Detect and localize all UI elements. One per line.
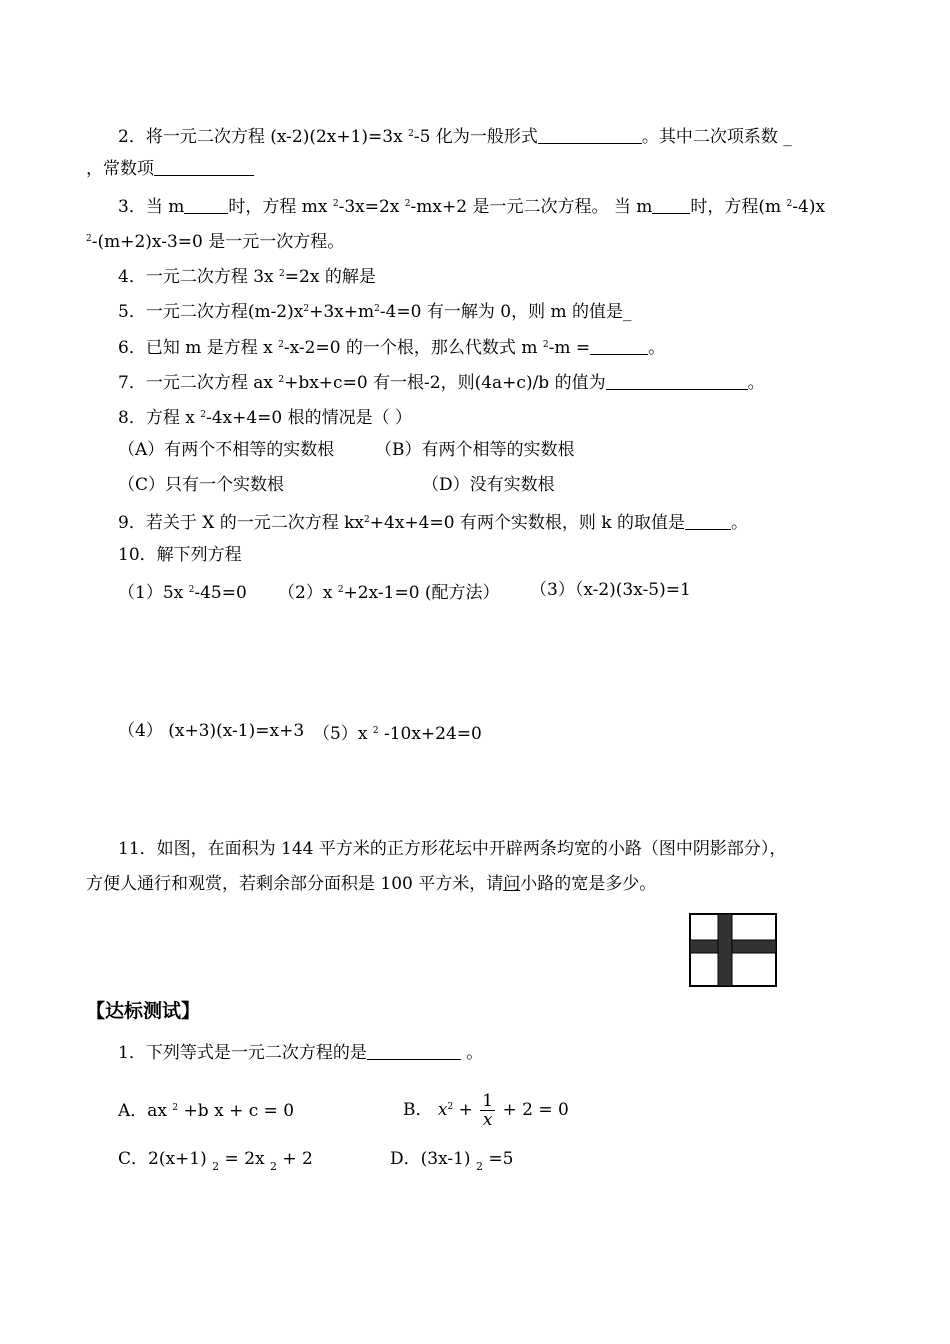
answer-blank[interactable] (538, 127, 642, 144)
flower-bed-figure (689, 913, 777, 987)
answer-blank[interactable] (606, 373, 748, 390)
question-9: 9．若关于 X 的一元二次方程 $kx^2+4x+4=0$ 有两个实数根，则 k 的取值是 。 (118, 513, 749, 533)
question-2-line-1: 2．将一元二次方程 (x-2)(2x+1)=3x $^2$-5 化为一般形式 。其中二次项系数 _ (118, 127, 792, 147)
test-option-a[interactable]: A．ax $^2$ +b x + c = 0 (118, 1101, 295, 1121)
question-10-title: 10．解下列方程 (118, 545, 242, 565)
question-11-line-2: 方便人通行和观赏，若剩余部分面积是 100 平方米，请问小路的宽是多少。 (86, 874, 657, 894)
vertical-path (718, 914, 732, 986)
question-5: 5．一元二次方程$(m-2)x^2+3x+m^2-4=0$ 有一解为 0，则 m 的值是_ (118, 302, 632, 322)
option-8b[interactable]: （B）有两个相等的实数根 (375, 440, 575, 460)
question-6: 6．已知 m 是方程 x $^2$-x-2=0 的一个根，那么代数式 m $^2$-m = 。 (118, 338, 666, 358)
equation-2: （2）x $^2$+2x-1=0 (配方法） (278, 583, 500, 603)
question-11-line-1: 11．如图，在面积为 144 平方米的正方形花坛中开辟两条均宽的小路（图中阴影部分）， (118, 839, 787, 859)
answer-blank[interactable] (652, 197, 690, 214)
horizontal-path (690, 940, 776, 953)
option-8c[interactable]: （C）只有一个实数根 (118, 475, 285, 495)
question-3-line-2: $^2$-(m+2)x-3=0 是一元一次方程。 (86, 232, 345, 252)
equation-5: （5）x $^2$ -10x+24=0 (313, 724, 482, 744)
question-2-line-2: ，常数项 (86, 158, 254, 180)
test-option-d[interactable]: D．(3x-1) $_2$ =5 (390, 1149, 514, 1173)
question-4: 4．一元二次方程 3x $^2$=2x 的解是 (118, 267, 376, 287)
question-8: 8．方程 x $^2$-4x+4=0 根的情况是（ ） (118, 408, 413, 428)
question-3-line-1: 3．当 m 时，方程 mx $^2$-3x=2x $^2$-mx+2 是一元二次方程。 当 m 时，方程(m $^2$-4)x (118, 197, 826, 217)
answer-blank[interactable] (154, 159, 254, 176)
test-option-b[interactable]: B． $x^2$ + $\frac{1}{x}$ + 2 = 0 (403, 1091, 569, 1130)
equation-1: （1）5x $^2$-45=0 (118, 583, 247, 603)
section-title: 【达标测试】 (86, 1000, 201, 1022)
answer-blank[interactable] (590, 338, 648, 355)
question-7: 7．一元二次方程 ax $^2$+bx+c=0 有一根-2，则(4a+c)/b 的值为 。 (118, 373, 765, 393)
answer-blank[interactable] (184, 197, 228, 214)
answer-blank[interactable] (685, 513, 731, 530)
test-option-c[interactable]: C．2(x+1) $_2$ = 2x $_2$ + 2 (118, 1149, 313, 1173)
equation-3: （3）（x-2)(3x-5)=1 (530, 580, 691, 600)
equation-4: （4） (x+3)(x-1)=x+3 (118, 721, 305, 741)
fraction: $\frac{1}{x}$ (482, 1091, 494, 1130)
option-8a[interactable]: （A）有两个不相等的实数根 (118, 440, 335, 460)
test-question-1: 1．下列等式是一元二次方程的是 。 (118, 1043, 484, 1063)
answer-blank[interactable] (367, 1043, 461, 1060)
option-8d[interactable]: （D）没有实数根 (422, 475, 555, 495)
